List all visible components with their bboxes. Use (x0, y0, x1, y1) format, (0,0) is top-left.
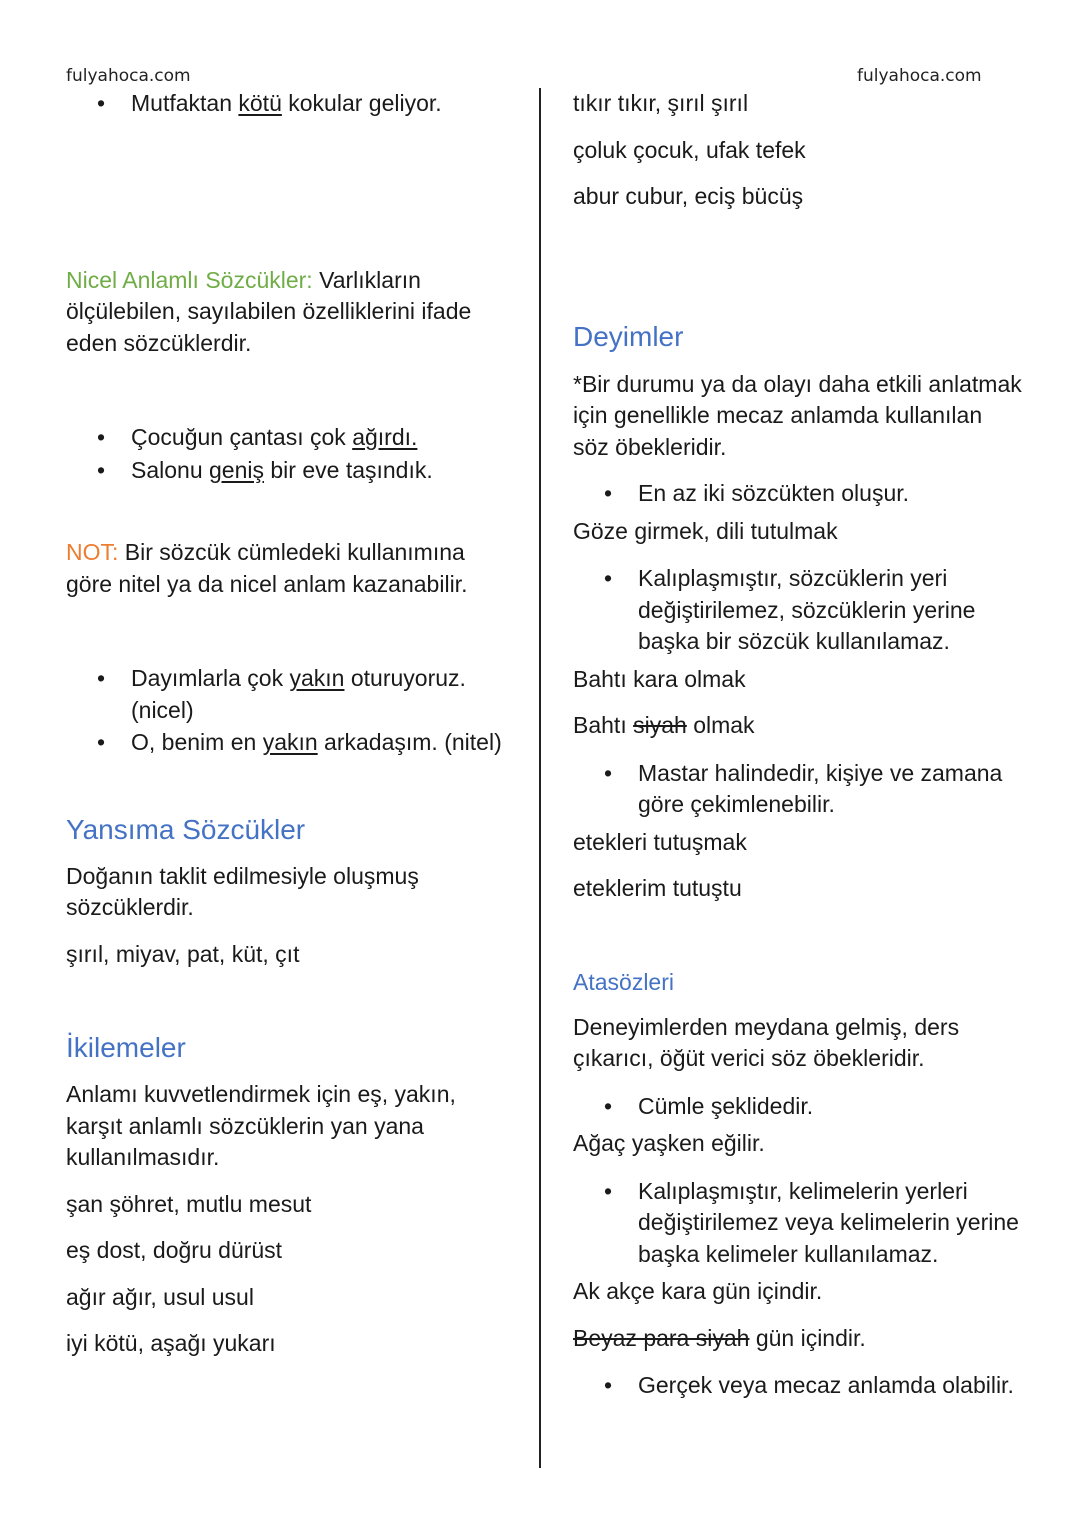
ata-bullet-3: • Gerçek veya mecaz anlamda olabilir. (573, 1370, 1023, 1402)
ata-example-1: Ağaç yaşken eğilir. (573, 1130, 765, 1156)
deyim-example-4: etekleri tutuşmak (573, 828, 747, 855)
ikileme-cont-3: abur cubur, eciş bücüş (573, 183, 804, 209)
deyim-bullet-1: • En az iki sözcükten oluşur. (573, 478, 1023, 510)
ikileme-cont-2: çoluk çocuk, ufak tefek (573, 136, 806, 163)
ikileme-cont-1: tıkır tıkır, şırıl şırıl (573, 90, 749, 116)
heading-deyimler: Deyimler (573, 320, 684, 352)
right-column (573, 86, 1023, 1402)
heading-ikilemeler: İkilemeler (66, 1032, 186, 1063)
deyim-bullet-2: • Kalıplaşmıştır, sözcüklerin yeri değiştirilemez, sözcüklerin yerine başka bir sözcük kullanılamaz. (573, 563, 1023, 658)
header-site-right: fulyahoca.com (857, 66, 982, 86)
bullet-dayim: • Dayımlarla çok yakın oturuyoruz. (nicel) (66, 663, 516, 726)
heading-atasozleri: Atasözleri (573, 968, 674, 995)
deyim-example-1: Göze girmek, dili tutulmak (573, 517, 838, 544)
ikileme-desc: Anlamı kuvvetlendirmek için eş, yakın, karşıt anlamlı sözcüklerin yan yana kullanılmasıdır. (66, 1081, 456, 1170)
deyim-example-3: Bahtı siyah olmak (573, 712, 755, 738)
ata-bullet-1: • Cümle şeklidedir. (573, 1091, 1023, 1123)
ata-example-2: Ak akçe kara gün içindir. (573, 1278, 823, 1304)
ikileme-example-4: iyi kötü, aşağı yukarı (66, 1330, 276, 1356)
deyim-example-2: Bahtı kara olmak (573, 665, 746, 692)
left-column (66, 86, 516, 1360)
yansima-desc: Doğanın taklit edilmesiyle oluşmuş sözcüklerdir. (66, 862, 419, 920)
ata-desc: Deneyimlerden meydana gelmiş, ders çıkarıcı, öğüt verici söz öbekleridir. (573, 1013, 960, 1071)
nicel-definition: Nicel Anlamlı Sözcükler: Varlıkların ölçülebilen, sayılabilen özelliklerini ifade eden sözcüklerdir. (66, 266, 472, 356)
heading-yansima: Yansıma Sözcükler (66, 813, 306, 845)
nicel-label: Nicel Anlamlı Sözcükler: (66, 266, 313, 293)
note-paragraph: NOT: Bir sözcük cümledeki kullanımına göre nitel ya da nicel anlam kazanabilir. (66, 539, 468, 597)
bullet-mutfak: • Mutfaktan kötü kokular geliyor. (66, 88, 516, 120)
ikileme-example-2: eş dost, doğru dürüst (66, 1237, 283, 1263)
bullet-salon: • Salonu geniş bir eve taşındık. (66, 455, 516, 487)
deyim-desc: *Bir durumu ya da olayı daha etkili anlatmak için genellikle mecaz anlamda kullanılan söz öbekleridir. (573, 370, 1022, 460)
note-label: NOT: (66, 539, 119, 565)
ata-example-3: Beyaz para siyah gün içindir. (573, 1324, 866, 1351)
ikileme-example-1: şan şöhret, mutlu mesut (66, 1190, 312, 1217)
column-divider (539, 88, 541, 1468)
ata-bullet-2: • Kalıplaşmıştır, kelimelerin yerleri değiştirilemez veya kelimelerin yerine başka kelimeler kullanılamaz. (573, 1176, 1023, 1271)
ikileme-example-3: ağır ağır, usul usul (66, 1283, 254, 1310)
bullet-canta: • Çocuğun çantası çok ağırdı. (66, 422, 516, 454)
bullet-arkadas: • O, benim en yakın arkadaşım. (nitel) (66, 727, 516, 759)
yansima-examples: şırıl, miyav, pat, küt, çıt (66, 940, 300, 967)
deyim-example-5: eteklerim tutuştu (573, 875, 742, 901)
header-site-left: fulyahoca.com (66, 66, 191, 86)
deyim-bullet-3: • Mastar halindedir, kişiye ve zamana göre çekimlenebilir. (573, 758, 1023, 821)
